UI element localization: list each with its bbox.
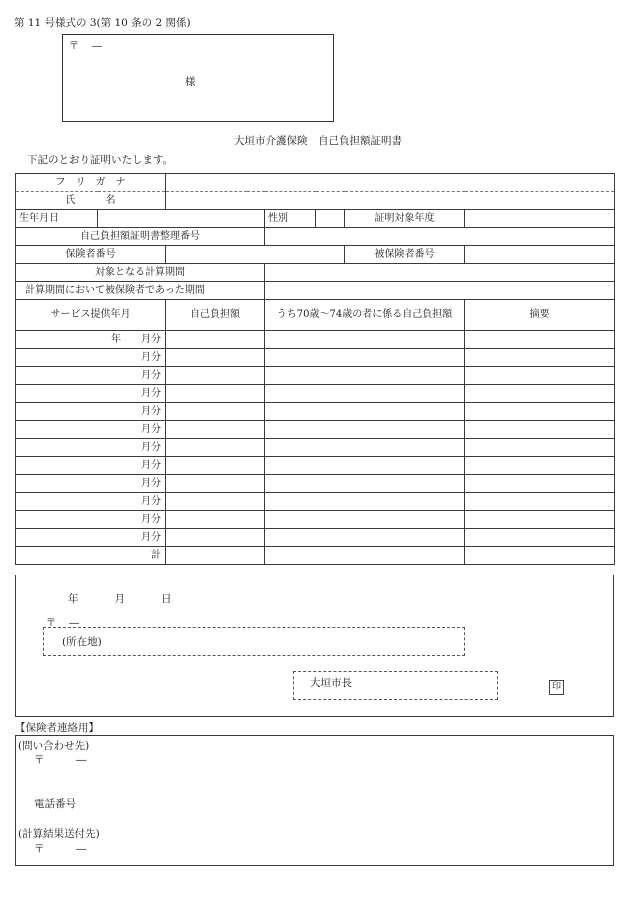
month-row-first [16, 331, 615, 349]
date-month: 月 [114, 593, 125, 605]
inquiry-label: (問い合わせ先) [18, 740, 90, 752]
cert-no-field [265, 228, 615, 246]
month-row [16, 349, 615, 367]
issuer-postal-mark: 〒 ― [46, 618, 80, 629]
furigana-row [16, 174, 615, 192]
calc-period-label: 対象となる計算期間 [16, 264, 265, 282]
cert-no-label: 自己負担額証明書整理番号 [16, 228, 265, 246]
certificate-table [15, 173, 615, 565]
form-number: 第 11 号様式の 3(第 10 条の 2 関係) [14, 17, 191, 29]
month-row [16, 403, 615, 421]
target-year-field [465, 210, 615, 228]
month-row [16, 421, 615, 439]
birth-field [98, 210, 265, 228]
month-label: 月分 [16, 529, 166, 547]
address-box [62, 34, 334, 122]
location-box [43, 627, 465, 656]
month-label: 月分 [16, 457, 166, 475]
intro-text: 下記のとおり証明いたします。 [27, 154, 174, 166]
month-row [16, 493, 615, 511]
column-header-row [16, 300, 615, 331]
month-label: 月分 [16, 511, 166, 529]
furigana-field [166, 174, 615, 192]
calc-period-row [16, 264, 615, 282]
calc-period-field [265, 264, 615, 282]
sex-field [316, 210, 345, 228]
address-postal-mark: 〒 ― [69, 41, 103, 52]
name-field [166, 192, 615, 210]
month-label: 月分 [16, 475, 166, 493]
birth-label: 生年月日 [16, 210, 98, 228]
col-70-74: うち70歳～74歳の者に係る自己負担額 [265, 300, 465, 331]
mayor-label: 大垣市長 [310, 677, 352, 689]
month-row [16, 511, 615, 529]
name-label: 氏 名 [16, 192, 166, 210]
insurer-no-field [166, 246, 345, 264]
col-service-month: サービス提供年月 [16, 300, 166, 331]
issue-date [68, 591, 172, 606]
insurer-row [16, 246, 615, 264]
cert-no-row [16, 228, 615, 246]
month-label: 月分 [16, 385, 166, 403]
total-row [16, 547, 615, 565]
month-row [16, 367, 615, 385]
month-label: 月分 [16, 493, 166, 511]
send-to-postal-mark: 〒 ― [34, 843, 87, 855]
insured-no-label: 被保険者番号 [345, 246, 465, 264]
address-honorific: 様 [185, 76, 196, 88]
contact-box [15, 735, 614, 866]
furigana-label: フ リ ガ ナ [16, 174, 166, 192]
month-row [16, 385, 615, 403]
insured-period-row [16, 282, 615, 300]
location-label: (所在地) [62, 636, 102, 648]
month-label: 月分 [16, 421, 166, 439]
insured-no-field [465, 246, 615, 264]
sex-label: 性別 [265, 210, 316, 228]
month-label: 年 月分 [16, 331, 166, 349]
insured-period-label: 計算期間において被保険者であった期間 [16, 282, 265, 300]
insured-period-field [265, 282, 615, 300]
insurer-no-label: 保険者番号 [16, 246, 166, 264]
month-label: 月分 [16, 439, 166, 457]
month-label: 月分 [16, 367, 166, 385]
issuer-section [15, 575, 614, 717]
seal-mark: 印 [549, 680, 564, 695]
mayor-box [293, 671, 498, 700]
month-row [16, 529, 615, 547]
document-title: 大垣市介護保険 自己負担額証明書 [234, 135, 402, 147]
target-year-label: 証明対象年度 [345, 210, 465, 228]
total-label: 計 [16, 547, 166, 565]
birth-row [16, 210, 615, 228]
inquiry-postal-mark: 〒 ― [34, 754, 87, 766]
send-to-label: (計算結果送付先) [18, 828, 100, 840]
month-label: 月分 [16, 403, 166, 421]
month-row [16, 457, 615, 475]
col-self-pay: 自己負担額 [166, 300, 265, 331]
month-row [16, 439, 615, 457]
phone-label: 電話番号 [34, 798, 76, 810]
date-day: 日 [161, 593, 172, 605]
name-row [16, 192, 615, 210]
contact-title: 【保険者連絡用】 [15, 722, 99, 734]
col-remarks: 摘要 [465, 300, 615, 331]
date-year: 年 [68, 593, 79, 605]
month-row [16, 475, 615, 493]
month-label: 月分 [16, 349, 166, 367]
